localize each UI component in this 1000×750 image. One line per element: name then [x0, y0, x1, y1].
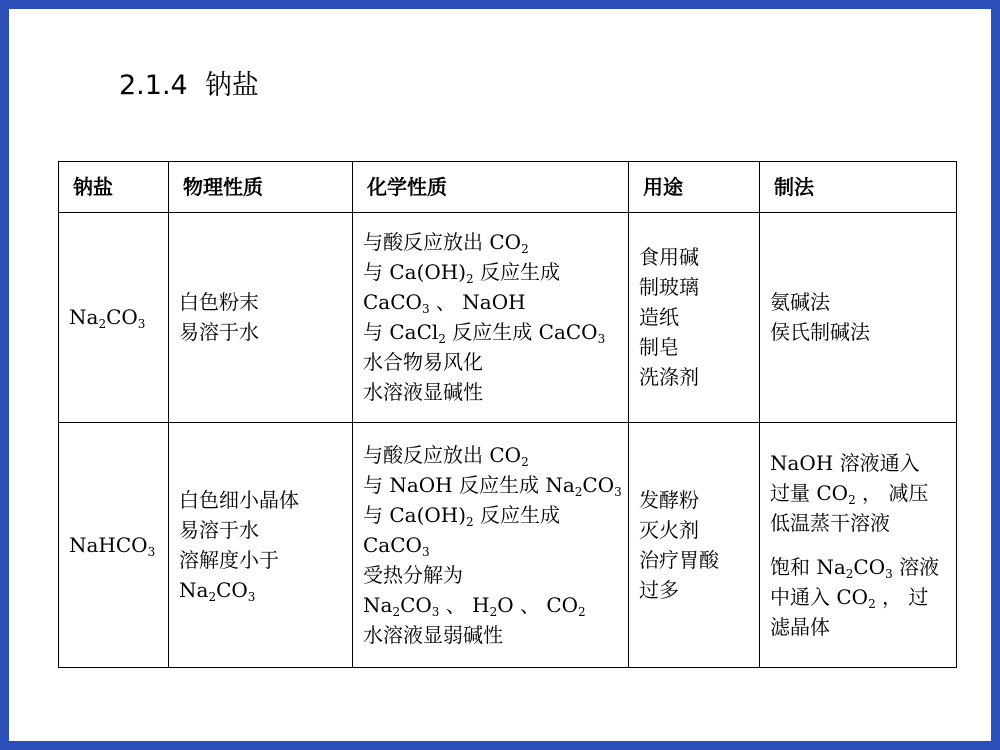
cell-line: 过量 $CO_2$ ， 减压 [770, 480, 929, 508]
cell-line: 洗涤剂 [639, 365, 699, 390]
subscript: 2 [845, 567, 854, 582]
salt-name: NaHCO$_3$ [69, 532, 156, 560]
subscript: 2 [466, 272, 474, 287]
header-preparation: 制法 [760, 162, 957, 213]
cell-line: 白色粉末 [179, 290, 259, 315]
cell-line: 与 CaCl$_2$ 反应生成 CaCO$_3$ [363, 320, 606, 347]
physical-properties-cell [169, 213, 353, 423]
subscript: 2 [466, 515, 474, 530]
subscript: 3 [421, 302, 430, 317]
cell-line: 制皂 [639, 335, 679, 360]
subscript: 2 [521, 455, 529, 470]
subscript: 3 [421, 545, 430, 560]
cell-line: 受热分解为 [363, 562, 463, 587]
preparation-cell [760, 422, 957, 667]
cell-line: 造纸 [639, 305, 679, 330]
cell-line: $Na_2CO_3$ [179, 577, 256, 605]
cell-line: 易溶于水 [179, 517, 259, 542]
subscript: 3 [885, 567, 893, 582]
subscript: 2 [438, 332, 446, 347]
header-uses: 用途 [629, 162, 760, 213]
physical-properties-cell [169, 422, 353, 667]
subscript: 2 [98, 317, 107, 332]
subscript: 2 [208, 590, 217, 605]
table-row [59, 213, 957, 423]
salt-name-cell [59, 213, 169, 423]
cell-line: 灭火剂 [639, 517, 699, 542]
cell-line: 过多 [639, 577, 679, 602]
cell-line: 与 $Ca(OH)_2$ 反应生成 [363, 260, 561, 287]
subscript: 2 [489, 605, 498, 620]
sodium-salt-table [58, 161, 957, 668]
uses-cell [629, 213, 760, 423]
subscript: 2 [574, 485, 583, 500]
cell-line: 白色细小晶体 [179, 487, 299, 512]
subscript: 3 [137, 317, 146, 332]
line-gap [770, 538, 948, 552]
subscript: 2 [868, 597, 876, 612]
subscript: 3 [431, 605, 440, 620]
subscript: 3 [614, 485, 622, 500]
cell-line: 与 $Ca(OH)_2$ 反应生成 [363, 502, 561, 530]
uses-cell [629, 422, 760, 667]
salt-name: $Na_2CO_3$ [69, 305, 146, 332]
subscript: 2 [848, 493, 856, 508]
subscript: 2 [578, 605, 586, 620]
cell-line: 水合物易风化 [363, 350, 483, 375]
cell-line: 水溶液显弱碱性 [363, 622, 503, 647]
cell-line: 与 NaOH 反应生成 $Na_2CO_3$ [363, 472, 622, 500]
preparation-cell [760, 213, 957, 423]
table-header-row [59, 162, 957, 213]
salt-name-cell [59, 422, 169, 667]
header-physical-properties: 物理性质 [169, 162, 353, 213]
cell-line: NaOH 溶液通入 [770, 450, 920, 475]
subscript: 2 [521, 242, 529, 257]
slide-title: 2.1.4 钠盐 [119, 70, 259, 101]
header-chemical-properties: 化学性质 [353, 162, 629, 213]
subscript: 3 [597, 332, 606, 347]
chemical-properties-cell [353, 422, 629, 667]
chemical-properties-cell [353, 213, 629, 423]
cell-line: CaCO$_3$ [363, 532, 430, 560]
subscript: 3 [247, 590, 256, 605]
cell-line: 水溶液显碱性 [363, 380, 483, 405]
subscript: 3 [147, 545, 156, 560]
subscript: 2 [392, 605, 401, 620]
cell-line: $Na_2CO_3$ 、 $H_2O$ 、 $CO_2$ [363, 592, 586, 620]
cell-line: 易溶于水 [179, 320, 259, 345]
cell-line: 氨碱法 [770, 290, 830, 315]
cell-line: 制玻璃 [639, 275, 699, 300]
cell-line: 发酵粉 [639, 487, 699, 512]
cell-line: 滤晶体 [770, 614, 830, 639]
table-row [59, 422, 957, 667]
cell-line: 侯氏制碱法 [770, 320, 870, 345]
cell-line: 低温蒸干溶液 [770, 510, 890, 535]
cell-line: 溶解度小于 [179, 547, 279, 572]
header-salt: 钠盐 [59, 162, 169, 213]
cell-line: 饱和 $Na_2CO_3$ 溶液 [770, 554, 940, 582]
cell-line: 中通入 $CO_2$ ， 过 [770, 584, 929, 612]
cell-line: 治疗胃酸 [639, 547, 719, 572]
cell-line: CaCO$_3$ 、 NaOH [363, 290, 526, 317]
cell-line: 与酸反应放出 $CO_2$ [363, 230, 529, 257]
cell-line: 食用碱 [639, 245, 699, 270]
cell-line: 与酸反应放出 $CO_2$ [363, 442, 529, 470]
